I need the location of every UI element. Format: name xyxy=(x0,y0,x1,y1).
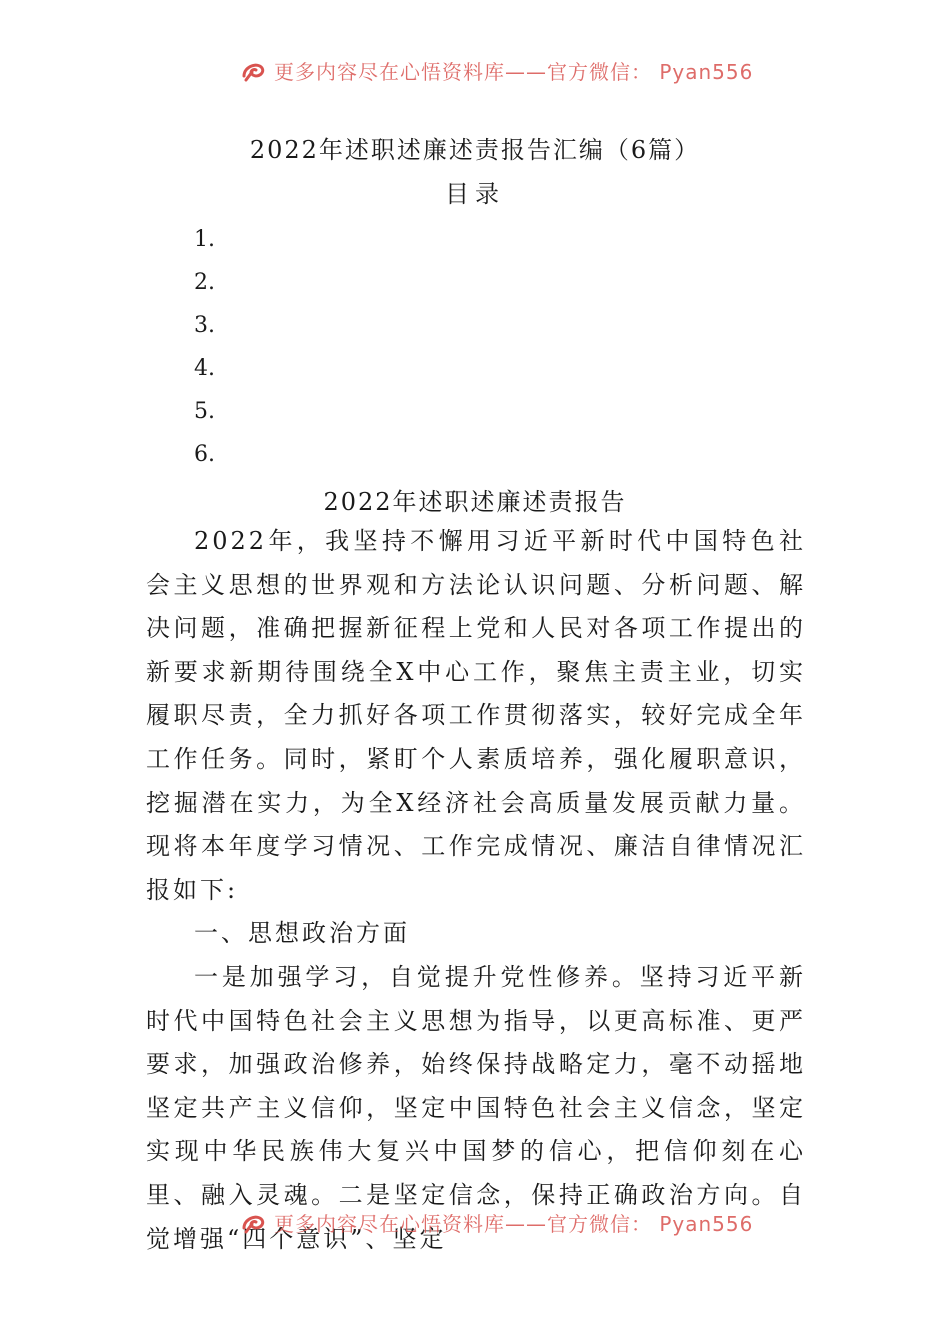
paragraph: 2022年，我坚持不懈用习近平新时代中国特色社会主义思想的世界观和方法论认识问题、分析问题、解决问题，准确把握新征程上党和人民对各项工作提出的新要求新期待围绕全X中心工作，聚焦主责主业，切实履职尽责，全力抓好各项工作贯彻落实，较好完成全年工作任务。同时，紧盯个人素质培养，强化履职意识，挖掘潜在实力，为全X经济社会高质量发展贡献力量。现将本年度学习情况、工作完成情况、廉洁自律情况汇报如下: xyxy=(146,527,806,904)
watermark-text: 更多内容尽在心悟资料库——官方微信： Pyan556 xyxy=(274,1212,754,1236)
document-title: 2022年述职述廉述责报告汇编（6篇） xyxy=(249,136,701,164)
footer-watermark xyxy=(0,1200,950,1240)
swirl-logo-icon xyxy=(240,58,266,84)
section-heading: 一、思想政治方面 xyxy=(194,919,410,948)
report-title: 2022年述职述廉述责报告 xyxy=(323,488,627,516)
swirl-logo-icon xyxy=(240,1210,266,1236)
toc-item: 1. xyxy=(194,227,215,252)
paragraph: 一是加强学习，自觉提升党性修养。坚持习近平新时代中国特色社会主义思想为指导，以更高标准、更严要求，加强政治修养，始终保持战略定力，毫不动摇地坚定共产主义信仰，坚定中国特色社会主义信念，坚定实现中华民族伟大复兴中国梦的信心，把信仰刻在心里、融入灵魂。二是坚定信念，保持正确政治方向。自觉增强“四个意识”、坚定 xyxy=(146,962,806,1253)
table-of-contents xyxy=(194,218,215,476)
watermark-text: 更多内容尽在心悟资料库——官方微信： Pyan556 xyxy=(274,60,754,84)
toc-item: 6. xyxy=(194,442,215,467)
report-body xyxy=(146,520,806,1261)
toc-item: 3. xyxy=(194,313,215,338)
toc-item: 4. xyxy=(194,356,215,381)
toc-heading: 目录 xyxy=(445,180,505,208)
toc-item: 2. xyxy=(194,270,215,295)
toc-item: 5. xyxy=(194,399,215,424)
header-watermark xyxy=(0,48,950,88)
